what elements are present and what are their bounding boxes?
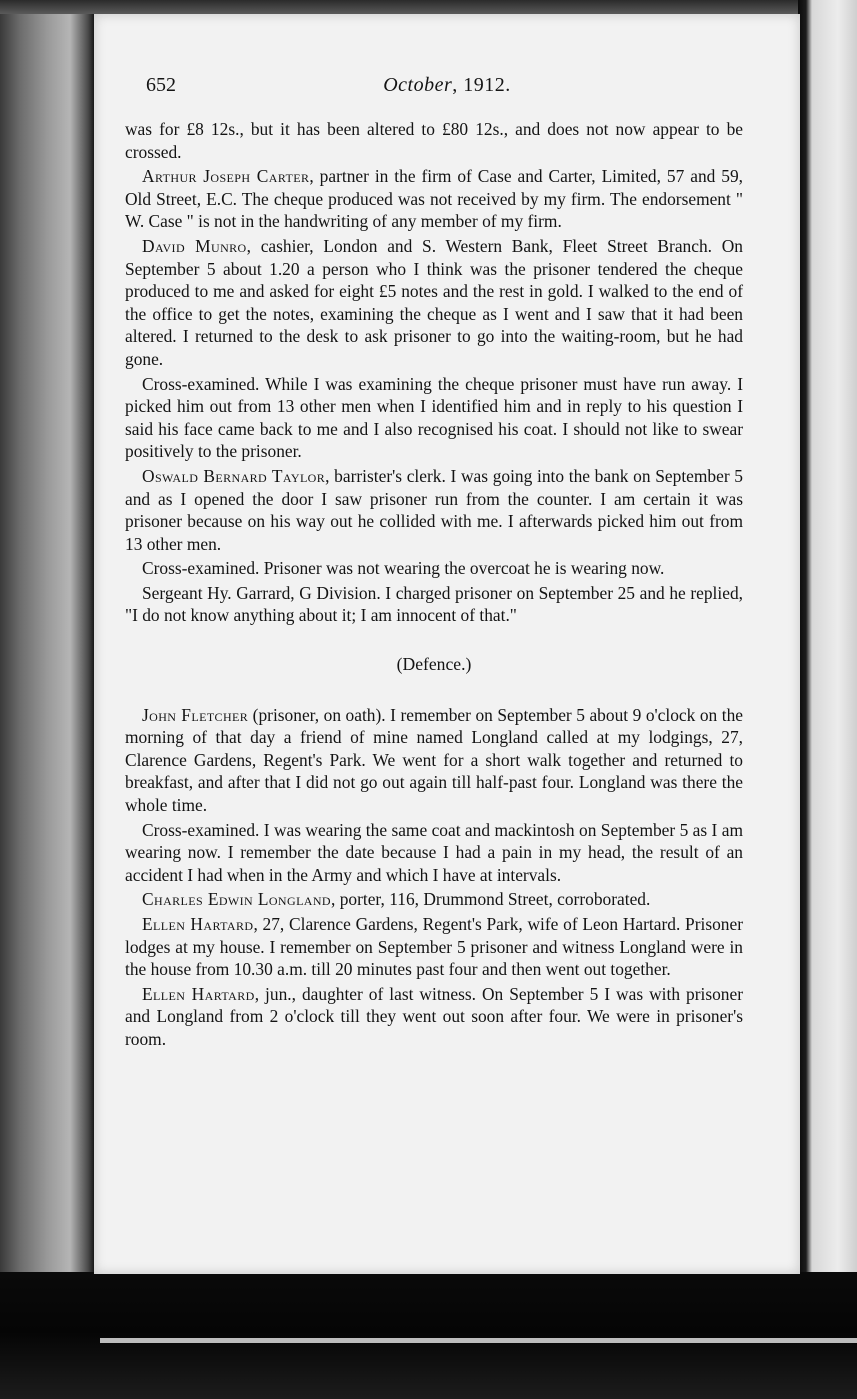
- scan-right-edge: [798, 0, 857, 1399]
- paragraph: Cross-examined. While I was examining the cheque prisoner must have run away. I picked him out from 13 other men when I identified him and in reply to his question I said his face came back to me and I also recognised his coat. I should not like to swear positively to the prisoner.: [125, 373, 743, 462]
- paragraph: Charles Edwin Longland, porter, 116, Drummond Street, corroborated.: [142, 889, 651, 910]
- scan-bottom-line: [100, 1338, 857, 1343]
- paragraph: Arthur Joseph Carter, partner in the firm of Case and Carter, Limited, 57 and 59, Old Street, E.C. The cheque produced was not received by my firm. The endorsement " W. Case " is not in the handwriting of any member of my firm.: [125, 166, 744, 232]
- scan-bottom-edge: [0, 1272, 857, 1399]
- scan-top-edge: [0, 0, 857, 14]
- paragraph: Cross-examined. Prisoner was not wearing the overcoat he is wearing now.: [142, 558, 665, 579]
- witness-name: Ellen Hartard: [142, 914, 254, 934]
- witness-name: Ellen Hartard: [142, 983, 255, 1004]
- page-body: [125, 118, 743, 1053]
- running-title-year: , 1912.: [452, 74, 511, 96]
- witness-name: Charles Edwin Longland: [142, 889, 331, 910]
- paragraph: Cross-examined. I was wearing the same coat and mackintosh on September 5 as I am wearing now. I remember the date because I had a pain in my head, the result of an accident I had when in the Army and which I have at intervals.: [125, 819, 743, 885]
- paragraph: Ellen Hartard, 27, Clarence Gardens, Regent's Park, wife of Leon Hartard. Prisoner lodges at my house. I remember on September 5 prisoner and witness Longland were in the house from 10.30 a.m. till 20 minutes past four and then went out together.: [125, 914, 744, 980]
- paragraph: David Munro, cashier, London and S. Western Bank, Fleet Street Branch. On September 5 about 1.20 a person who I think was the prisoner tendered the cheque produced to me and asked for eight £5 notes and the rest in gold. I walked to the end of the office to get the notes, examining the cheque as I went and I saw that it had been altered. I returned to the desk to ask prisoner to go into the waiting-room, but he had gone.: [125, 235, 743, 369]
- paragraph: Ellen Hartard, jun., daughter of last witness. On September 5 I was with prisoner and Longland from 2 o'clock till they went out soon after four. We were in prisoner's room.: [125, 983, 744, 1049]
- paragraph: was for £8 12s., but it has been altered to £80 12s., and does not now appear to be crossed.: [125, 119, 743, 162]
- paragraph: John Fletcher (prisoner, on oath). I remember on September 5 about 9 o'clock on the morning of that day a friend of mine named Longland called at my lodgings, 27, Clarence Gardens, Regent's Park. We went for a short walk together and returned to breakfast, and after that I did not go out again till half-past four. Longland was there the whole time.: [125, 704, 743, 816]
- witness-name: John Fletcher: [142, 704, 249, 725]
- paragraph: Oswald Bernard Taylor, barrister's clerk. I was going into the bank on September 5 and as I opened the door I saw prisoner run from the counter. I am certain it was prisoner because on his way out he collided with me. I afterwards picked him out from 13 other men.: [125, 465, 743, 554]
- page-number: 652: [146, 74, 176, 96]
- paragraph: Sergeant Hy. Garrard, G Division. I charged prisoner on September 25 and he replied, "I do not know anything about it; I am innocent of that.": [125, 582, 743, 626]
- section-heading: (Defence.): [396, 654, 472, 675]
- witness-name: Arthur Joseph Carter: [142, 166, 310, 187]
- witness-name: David Munro: [142, 235, 247, 256]
- witness-name: Oswald Bernard Taylor: [142, 465, 326, 486]
- running-header: [146, 74, 748, 102]
- running-title: [146, 74, 748, 97]
- book-page: [94, 14, 800, 1274]
- running-title-month: October: [383, 74, 453, 96]
